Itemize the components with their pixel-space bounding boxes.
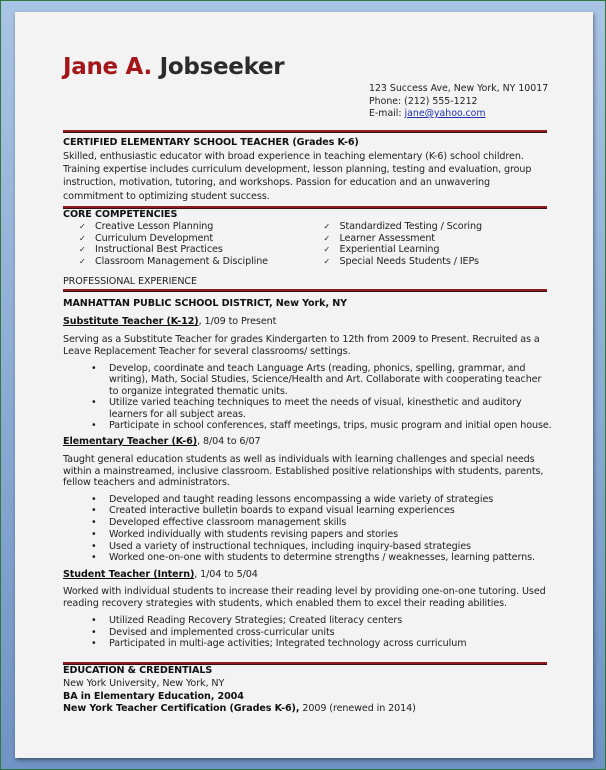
job-desc: Taught general education students as well as individuals with learning challenges and special needs within a mainstreamed, inclusive classroom. Established positive relationships with students, parents, fellow teachers and administrators. (63, 454, 544, 489)
list-item: • Worked one-on-one with students to determine strengths / weaknesses, learning patterns. (63, 552, 553, 564)
job-dates: , 1/09 to Present (198, 316, 277, 327)
degree: BA in Elementary Education, 2004 (63, 690, 244, 702)
job-dates: , 8/04 to 6/07 (197, 436, 261, 447)
email-label: E-mail: (369, 108, 405, 119)
employer: MANHATTAN PUBLIC SCHOOL DISTRICT, New York, NY (63, 298, 348, 309)
job-desc: Worked with individual students to increase their reading level by providing one-on-one tutoring. Used reading recovery strategies with students, which enabled them to excel their reading abilities. (63, 586, 546, 609)
email-link[interactable]: jane@yahoo.com (404, 108, 486, 119)
competencies-left (63, 221, 309, 267)
job-2 (63, 436, 553, 564)
job-bullets (63, 494, 553, 564)
job-3 (63, 569, 553, 650)
divider (63, 289, 547, 292)
list-item: ✓ Curriculum Development (63, 233, 309, 245)
list-item: • Utilized Reading Recovery Strategies; Created literacy centers (63, 615, 553, 627)
summary-text: Skilled, enthusiastic educator with broad experience in teaching elementary (K-6) school children. Training expertise includes curriculum development, lesson planning, testing and evaluation, group instruction, motivation, tutoring, and workshops. Passion for education and an unwavering commitment to optimizing student success. (63, 151, 532, 202)
contact-info (369, 83, 548, 121)
list-item: • Develop, coordinate and teach Language Arts (reading, phonics, spelling, grammar, and writing), Math, Social Studies, Science/Health and Art. Collaborate with cooperating teacher to organize integrated thematic units. (63, 363, 553, 397)
address: 123 Success Ave, New York, NY 10017 (369, 83, 549, 94)
job-title: Substitute Teacher (K-12) (63, 316, 199, 327)
school: New York University, New York, NY (63, 677, 225, 689)
list-item: • Developed and taught reading lessons encompassing a wide variety of strategies (63, 494, 553, 506)
job-desc: Serving as a Substitute Teacher for grades Kindergarten to 12th from 2009 to Present. Recruited as a Leave Replacement Teacher for several classrooms/ settings. (63, 334, 540, 357)
summary-title: CERTIFIED ELEMENTARY SCHOOL TEACHER (Grades K-6) (63, 137, 359, 148)
list-item: ✓ Special Needs Students / IEPs (308, 256, 554, 268)
divider (63, 130, 547, 133)
competencies-right (308, 221, 554, 267)
list-item: • Created interactive bulletin boards to expand visual learning experiences (63, 505, 553, 517)
competencies-section (63, 209, 553, 267)
list-item: ✓ Standardized Testing / Scoring (308, 221, 554, 233)
list-item: • Utilize varied teaching techniques to meet the needs of visual, kinesthetic and auditory learners for all subject areas. (63, 397, 553, 420)
list-item: ✓ Classroom Management & Discipline (63, 256, 309, 268)
experience-title: PROFESSIONAL EXPERIENCE (63, 276, 197, 287)
job-dates: , 1/04 to 5/04 (194, 569, 258, 580)
list-item: • Devised and implemented cross-curricular units (63, 627, 553, 639)
certification-date: 2009 (renewed in 2014) (299, 703, 416, 715)
job-title: Elementary Teacher (K-6) (63, 436, 198, 447)
resume-page (15, 12, 593, 758)
job-bullets (63, 615, 553, 650)
list-item: • Participated in multi-age activities; Integrated technology across curriculum (63, 638, 553, 650)
education-section (63, 665, 553, 716)
list-item: • Developed effective classroom management skills (63, 517, 553, 529)
applicant-name: Jane A. Jobseeker (63, 54, 285, 80)
summary-section (63, 137, 553, 203)
list-item: • Used a variety of instructional techniques, including inquiry-based strategies (63, 541, 553, 553)
job-1 (63, 316, 553, 431)
job-bullets (63, 363, 553, 431)
list-item: ✓ Creative Lesson Planning (63, 221, 309, 233)
list-item: • Participate in school conferences, staff meetings, trips, music program and initial open house. (63, 420, 553, 431)
competencies-title: CORE COMPETENCIES (63, 209, 178, 220)
job-title: Student Teacher (Intern) (63, 569, 195, 580)
education-title: EDUCATION & CREDENTIALS (63, 665, 213, 676)
list-item: ✓ Instructional Best Practices (63, 244, 309, 256)
phone: Phone: (212) 555-1212 (369, 95, 478, 107)
list-item: • Worked individually with students revising papers and stories (63, 529, 553, 541)
certification: New York Teacher Certification (Grades K-6), (63, 703, 300, 715)
list-item: ✓ Experiential Learning (308, 244, 554, 256)
list-item: ✓ Learner Assessment (308, 233, 554, 245)
